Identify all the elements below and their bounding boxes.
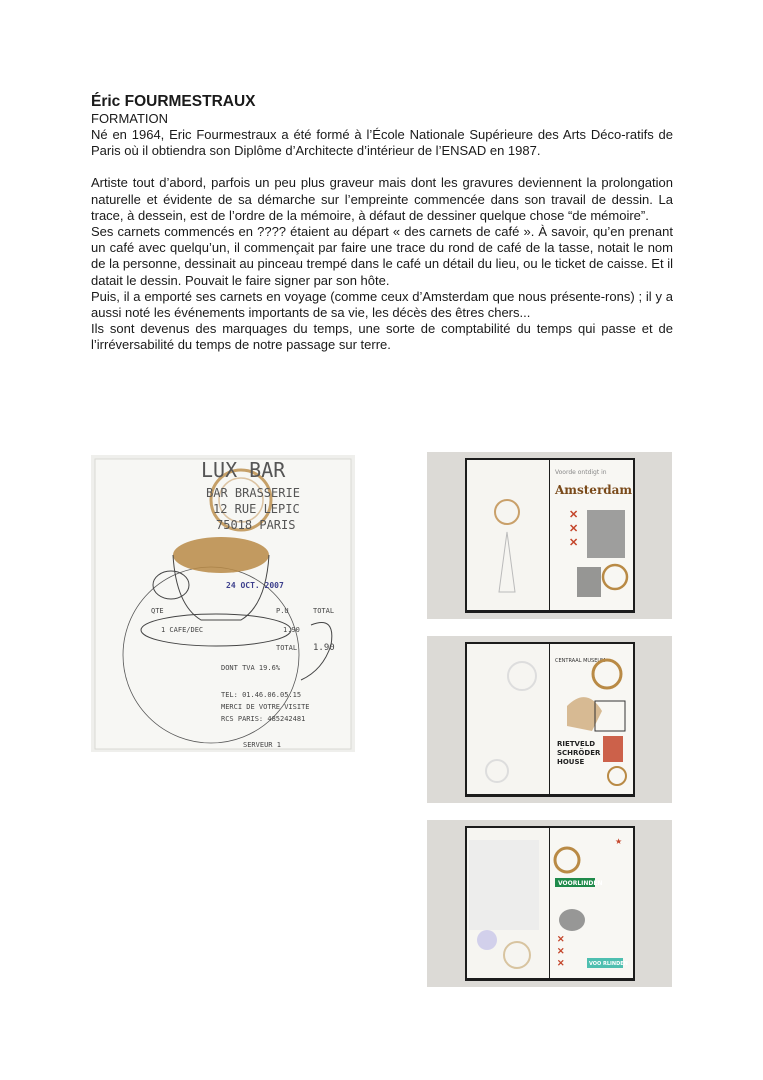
faded-photo xyxy=(469,840,539,930)
nb3-label1: VOORLINDEN xyxy=(558,880,603,887)
nb1-title: Amsterdam xyxy=(555,483,633,497)
receipt-date-stamp: 24 OCT. 2007 xyxy=(226,581,284,590)
notebook-photo-voorlinden xyxy=(427,820,672,987)
receipt-item: 1 CAFE/DEC xyxy=(161,626,204,634)
author-name: Éric FOURMESTRAUX xyxy=(91,93,256,110)
receipt-price: 1.90 xyxy=(283,626,300,634)
section-label: FORMATION xyxy=(91,111,169,126)
pot-sketch xyxy=(559,909,585,931)
cross-icon: ✕ xyxy=(569,523,579,535)
notebook-photo-rietveld xyxy=(427,636,672,803)
nb3-label2: VOO RLINDEN xyxy=(589,961,628,967)
receipt-line2: 12 RUE LEPIC xyxy=(213,502,300,516)
receipt-tva: DONT TVA 19.6% xyxy=(221,664,281,672)
receipt-drawing-photo xyxy=(91,455,355,752)
building-photo xyxy=(587,510,625,558)
purple-stamp xyxy=(477,930,497,950)
red-chair-sketch xyxy=(603,736,623,762)
portrait-photo xyxy=(577,567,601,597)
cross-icon: ✕ xyxy=(557,934,565,944)
paragraph-travel: Puis, il a emporté ses carnets en voyage (comme ceux d’Amsterdam que nous présente-rons) ; il y a aussi noté les événements importants de sa vie, les décès des êtres chers... xyxy=(91,288,673,321)
cross-icon: ✕ xyxy=(557,958,565,968)
paragraph-education: Né en 1964, Eric Fourmestraux a été formé à l’École Nationale Supérieure des Arts Déco-ratifs de Paris où il obtiendra son Diplôme d’Architecte d’intérieur de l’ENSAD en 1987. xyxy=(91,127,673,159)
receipt-tel: TEL: 01.46.06.05.15 xyxy=(221,691,302,699)
paragraph-notebooks: Ses carnets commencés en ???? étaient au départ « des carnets de café ». À savoir, qu’en prenant un café avec quelqu’un, il commençait par faire une trace du rond de café de la tasse, notait le nom de la personne, dessinait au pinceau trempé dans le café un détail du lieu, ou le ticket de caisse. Et il datait le dessin. Pouvait le faire signer par son hôte. xyxy=(91,224,673,288)
cross-icon: ✕ xyxy=(557,946,565,956)
receipt-thanks: MERCI DE VOTRE VISITE xyxy=(221,703,310,711)
nb2-title2: SCHRÖDER xyxy=(557,749,601,757)
paragraph-artist: Artiste tout d’abord, parfois un peu plus graveur mais dont les gravures deviennent la prolongation naturelle et évidente de sa démarche sur l’empreinte commencée dans son travail de dessin. La trace, à dessein, est de l’ordre de la mémoire, à défaut de dessiner quelque chose “de mémoire”. xyxy=(91,175,673,223)
receipt-col-qte: QTE xyxy=(151,607,164,615)
receipt-bar-name: LUX BAR xyxy=(201,458,286,482)
receipt-col-total: TOTAL xyxy=(313,607,335,615)
notebook-photo-amsterdam xyxy=(427,452,672,619)
receipt-rcs: RCS PARIS: 485242481 xyxy=(221,715,306,723)
receipt-total-label: TOTAL xyxy=(276,644,298,652)
receipt-total-value: 1.90 xyxy=(313,643,335,653)
nb2-title1: RIETVELD xyxy=(557,740,596,748)
star-icon: ★ xyxy=(615,837,623,846)
paragraph-gap xyxy=(91,159,673,175)
receipt-server: SERVEUR 1 xyxy=(243,741,281,749)
receipt-line1: BAR BRASSERIE xyxy=(206,486,300,500)
nb2-title3: HOUSE xyxy=(557,758,585,766)
text-column xyxy=(91,92,673,354)
cross-icon: ✕ xyxy=(569,537,579,549)
paragraph-time: Ils sont devenus des marquages du temps, une sorte de comptabilité du temps qui passe et de l’irréversabilité du temps de notre passage sur terre. xyxy=(91,321,673,353)
receipt-col-pu: P.U xyxy=(276,607,289,615)
cross-icon: ✕ xyxy=(569,509,579,521)
receipt-line3: 75018 PARIS xyxy=(216,518,296,532)
coffee-surface xyxy=(173,537,269,573)
nb1-header: Voorde ontdigt in xyxy=(555,469,607,476)
nb2-label: CENTRAAL MUSEUM xyxy=(555,658,606,664)
